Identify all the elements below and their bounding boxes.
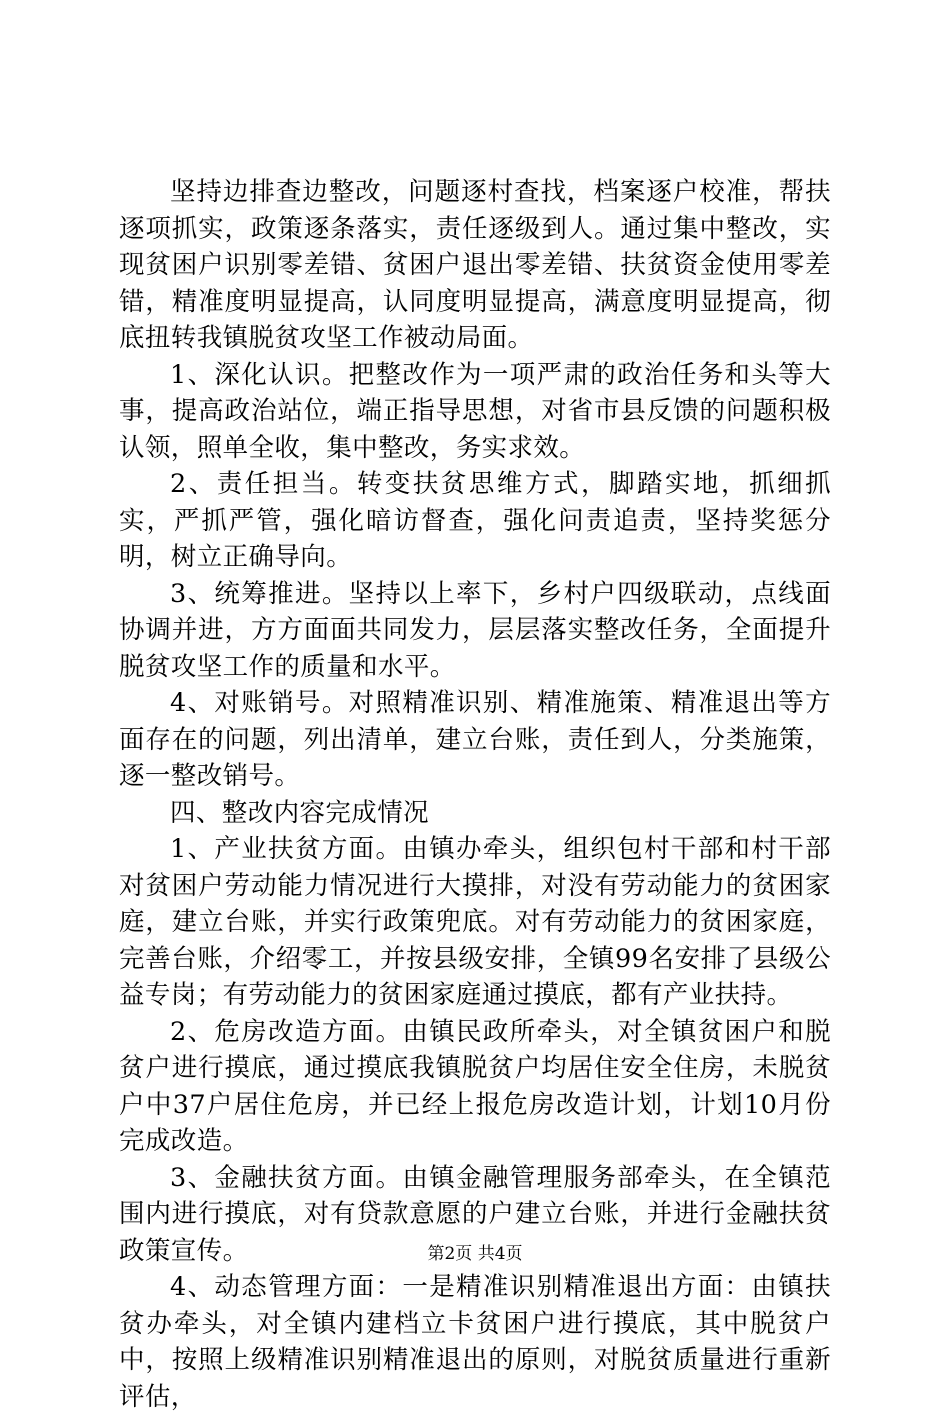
section-heading: 四、整改内容完成情况 — [170, 797, 430, 828]
paragraph-responsibility: 2、责任担当。转变扶贫思维方式，脚踏实地，抓细抓实，严抓严管，强化暗访督查，强化问责追责，坚持奖惩分明，树立正确导向。 — [119, 469, 831, 572]
paragraph-dynamic-management: 4、动态管理方面：一是精准识别精准退出方面：由镇扶贫办牵头，对全镇内建档立卡贫困户进行摸底，其中脱贫户中，按照上级精准识别精准退出的原则，对脱贫质量进行重新评估， — [119, 1272, 831, 1412]
paragraph-finance: 3、金融扶贫方面。由镇金融管理服务部牵头，在全镇范围内进行摸底，对有贷款意愿的户建立台账，并进行金融扶贫政策宣传。 — [119, 1162, 831, 1266]
paragraph-coordination: 3、统筹推进。坚持以上率下，乡村户四级联动，点线面协调并进，方方面面共同发力，层层落实整改任务，全面提升脱贫攻坚工作的质量和水平。 — [119, 578, 831, 682]
document-body — [119, 174, 831, 1415]
paragraph-summary: 坚持边排查边整改，问题逐村查找，档案逐户校准，帮扶逐项抓实，政策逐条落实，责任逐级到人。通过集中整改，实现贫困户识别零差错、贫困户退出零差错、扶贫资金使用零差错，精准度明显提高，认同度明显提高，满意度明显提高，彻底扭转我镇脱贫攻坚工作被动局面。 — [119, 177, 831, 353]
paragraph-account-closing: 4、对账销号。对照精准识别、精准施策、精准退出等方面存在的问题，列出清单，建立台账，责任到人，分类施策，逐一整改销号。 — [119, 688, 831, 791]
page-footer: 第2页 共4页 — [427, 1244, 523, 1264]
paragraph-housing: 2、危房改造方面。由镇民政所牵头，对全镇贫困户和脱贫户进行摸底，通过摸底我镇脱贫户均居住安全住房，未脱贫户中37户居住危房，并已经上报危房改造计划，计划10月份完成改造。 — [119, 1016, 831, 1156]
paragraph-industry-poverty: 1、产业扶贫方面。由镇办牵头，组织包村干部和村干部对贫困户劳动能力情况进行大摸排，对没有劳动能力的贫困家庭，建立台账，并实行政策兜底。对有劳动能力的贫困家庭，完善台账，介绍零工，并按县级安排，全镇99名安排了县级公益专岗；有劳动能力的贫困家庭通过摸底，都有产业扶持。 — [119, 834, 831, 1010]
paragraph-deepen-understanding: 1、深化认识。把整改作为一项严肃的政治任务和头等大事，提高政治站位，端正指导思想，对省市县反馈的问题积极认领，照单全收，集中整改，务实求效。 — [119, 359, 831, 463]
